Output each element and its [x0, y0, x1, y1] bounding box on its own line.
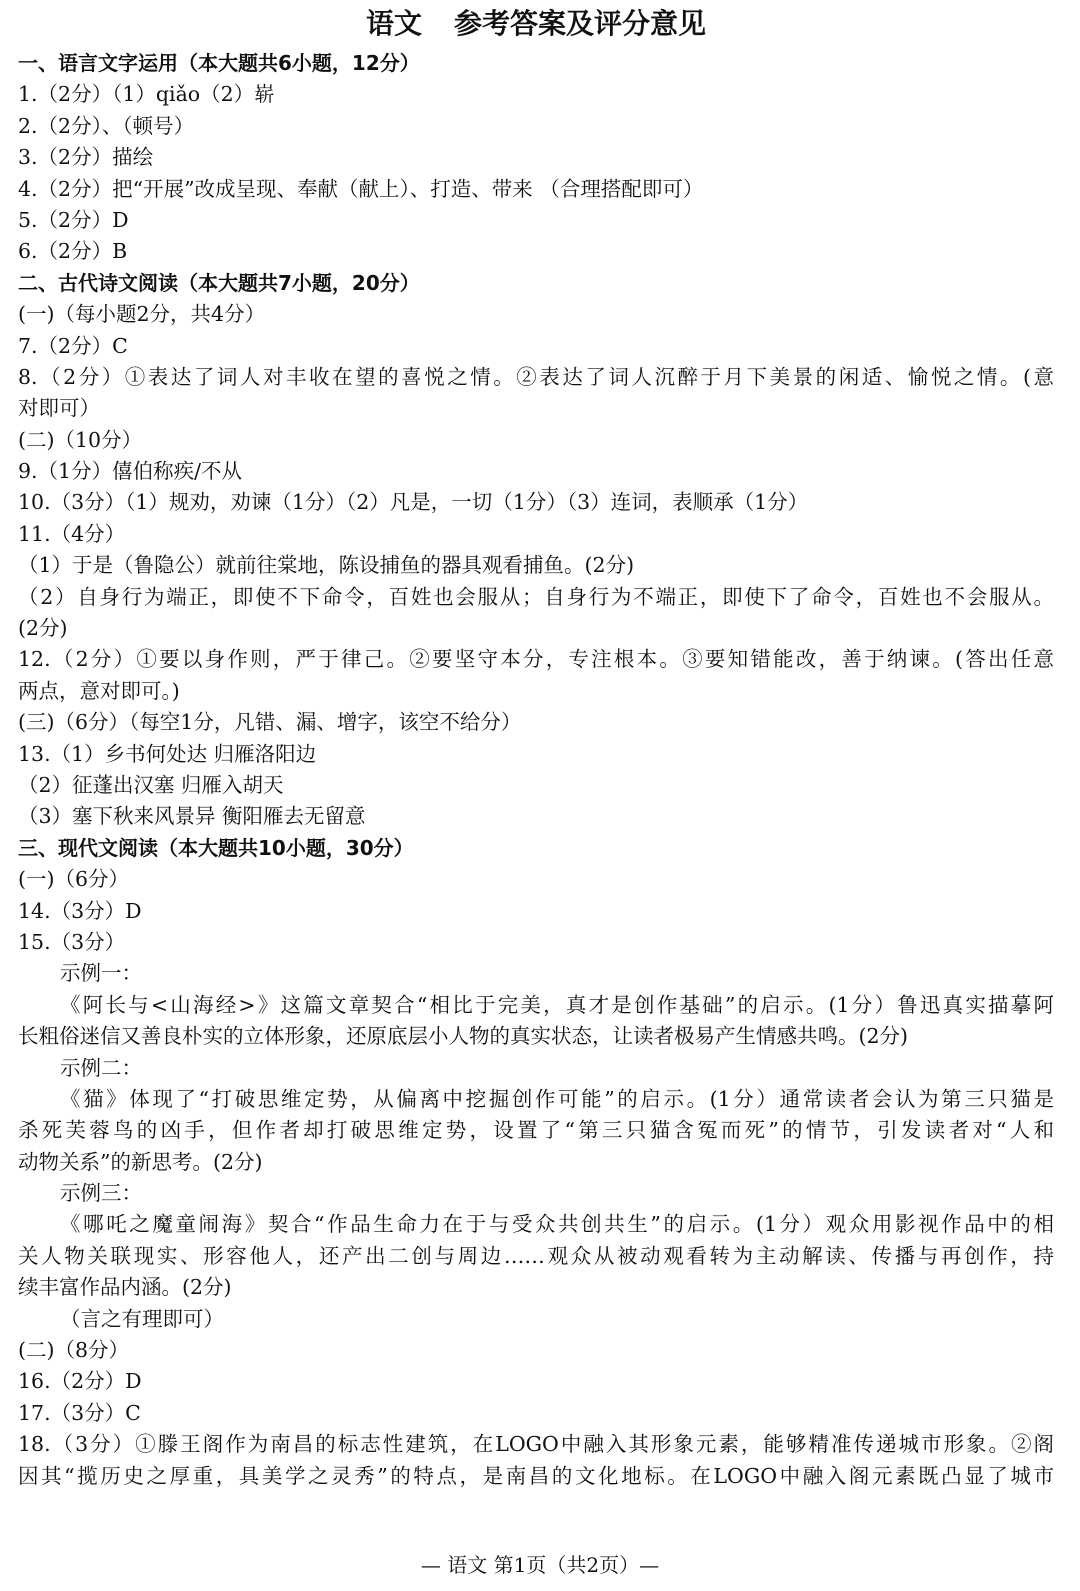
answer-line: 示例一： — [60, 961, 142, 986]
answer-line: 5.（2分）D — [18, 207, 129, 232]
answer-line: （言之有理即可） — [60, 1306, 224, 1331]
answer-line: 因其“揽历史之厚重，具美学之灵秀”的特点，是南昌的文化地标。在LOGO中融入阁元素既凸显了城市 — [18, 1463, 1054, 1488]
answer-line: 13.（1）乡书何处达 归雁洛阳边 — [18, 741, 317, 766]
answer-line: 动物关系”的新思考。(2分) — [18, 1149, 263, 1174]
answer-line: (二)（8分） — [18, 1338, 130, 1363]
section-heading: 一、语言文字运用（本大题共6小题，12分） — [18, 51, 420, 75]
section-heading: 三、现代文阅读（本大题共10小题，30分） — [18, 835, 414, 860]
answer-line: (一)（6分） — [18, 867, 130, 892]
answer-line: (一)（每小题2分，共4分） — [18, 302, 266, 327]
answer-line: 1.（2分）（1）qiǎo（2）崭 — [18, 82, 275, 107]
answer-line: 杀死芙蓉鸟的凶手，但作者却打破思维定势，设置了“第三只猫含冤而死”的情节，引发读者对“人和 — [18, 1118, 1054, 1143]
answer-line: 示例二： — [60, 1055, 142, 1080]
answer-line: 示例三： — [60, 1181, 142, 1206]
answer-line: (二)（10分） — [18, 427, 143, 452]
answer-line: 16.（2分）D — [18, 1369, 142, 1394]
answer-line: 对即可） — [18, 396, 100, 421]
answer-line: 12.（2分）①要以身作则，严于律己。②要坚守本分，专注根本。③要知错能改，善于纳谏。(答出任意 — [18, 647, 1054, 672]
answer-line: 6.（2分）B — [18, 239, 128, 264]
answer-line: 10.（3分）（1）规劝，劝谏（1分）（2）凡是，一切（1分）（3）连词，表顺承（1分） — [18, 490, 809, 515]
answer-line: (2分) — [18, 616, 68, 641]
answer-line: （3）塞下秋来风景异 衡阳雁去无留意 — [18, 804, 366, 829]
answer-line: 15.（3分） — [18, 929, 126, 954]
answer-line: 2.（2分）、（顿号） — [18, 113, 195, 138]
answer-line: 4.（2分）把“开展”改成呈现、奉献（献上）、打造、带来 （合理搭配即可） — [18, 176, 704, 201]
title-subject: 语文 — [365, 7, 422, 40]
page-footer: — 语文 第1页（共2页）— — [420, 1553, 660, 1577]
answer-line: 关人物关联现实、形容他人，还产出二创与周边……观众从被动观看转为主动解读、传播与再创作，持 — [18, 1243, 1054, 1268]
answer-line: 14.（3分）D — [18, 898, 142, 923]
answer-line: 续丰富作品内涵。(2分) — [18, 1275, 232, 1300]
answer-line: 17.（3分）C — [18, 1400, 141, 1425]
answer-line: 长粗俗迷信又善良朴实的立体形象，还原底层小人物的真实状态，让读者极易产生情感共鸣。(2分) — [18, 1024, 909, 1049]
answer-line: 11.（4分） — [18, 521, 126, 546]
answer-line: 8.（2分）①表达了词人对丰收在望的喜悦之情。②表达了词人沉醉于月下美景的闲适、愉悦之情。(意 — [18, 364, 1054, 389]
answer-line: 3.（2分）描绘 — [18, 145, 154, 170]
title-heading: 参考答案及评分意见 — [454, 7, 707, 40]
answer-line: 两点，意对即可。) — [18, 678, 180, 703]
answer-line: 18.（3分）①滕王阁作为南昌的标志性建筑，在LOGO中融入其形象元素，能够精准传递城市形象。②阁 — [18, 1432, 1054, 1457]
answer-line: （2）自身行为端正，即使不下命令，百姓也会服从；自身行为不端正，即使下了命令，百姓也不会服从。 — [18, 584, 1054, 609]
answer-line: (三)（6分）（每空1分，凡错、漏、增字，该空不给分） — [18, 710, 522, 735]
answer-line: 7.（2分）C — [18, 333, 128, 358]
answer-line: 《哪吒之魔童闹海》契合“作品生命力在于与受众共创共生”的启示。(1分）观众用影视作品中的相 — [60, 1212, 1054, 1237]
answer-line: 《阿长与<山海经>》这篇文章契合“相比于完美，真才是创作基础”的启示。(1分）鲁迅真实描摹阿 — [60, 992, 1054, 1017]
document-title — [18, 0, 1054, 48]
section-heading: 二、古代诗文阅读（本大题共7小题，20分） — [18, 270, 420, 295]
answer-line: 9.（1分）僖伯称疾/不从 — [18, 459, 243, 484]
answer-body — [18, 48, 1054, 1492]
answer-line: （2）征蓬出汉塞 归雁入胡天 — [18, 772, 284, 797]
answer-line: （1）于是（鲁隐公）就前往棠地，陈设捕鱼的器具观看捕鱼。(2分) — [18, 553, 635, 578]
answer-line: 《猫》体现了“打破思维定势，从偏离中挖掘创作可能”的启示。(1分）通常读者会认为第三只猫是 — [60, 1086, 1054, 1111]
